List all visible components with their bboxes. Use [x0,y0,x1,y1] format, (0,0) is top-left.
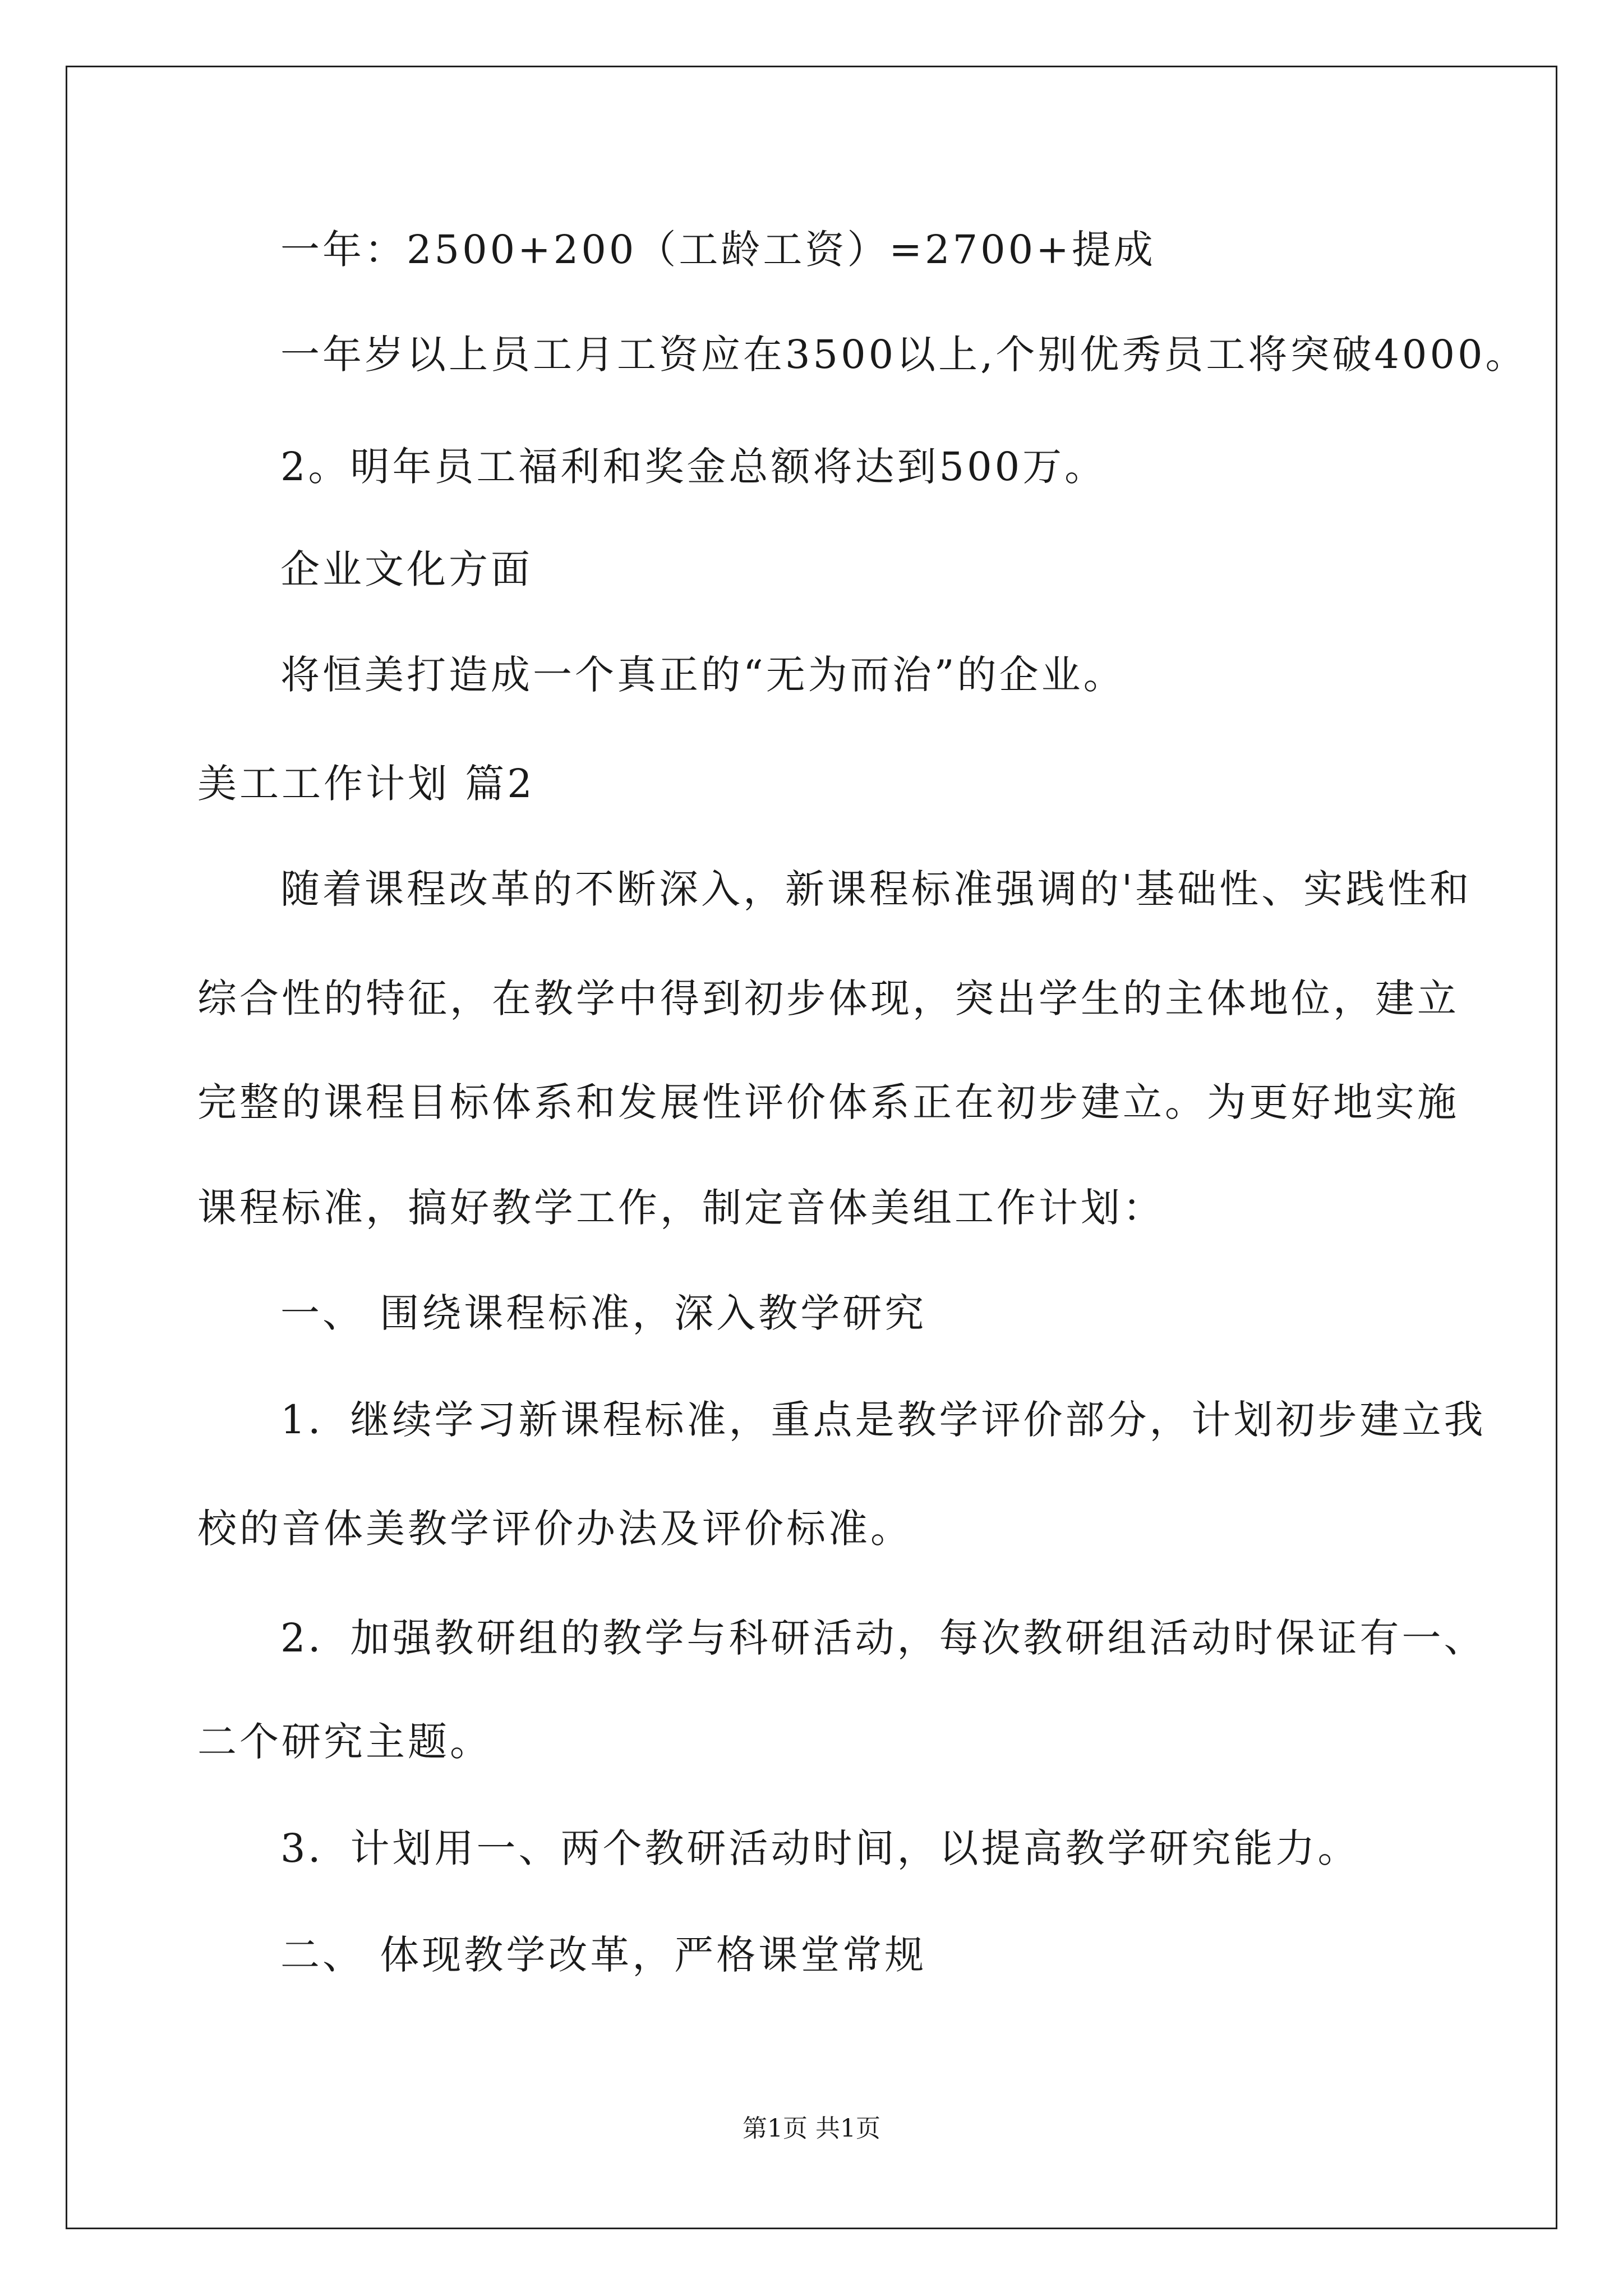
paragraph-line: 校的音体美教学评价办法及评价标准。 [197,1506,912,1552]
article-title: 美工工作计划 篇2 [197,761,535,807]
paragraph-line: 1．继续学习新课程标准，重点是教学评价部分，计划初步建立我 [280,1397,1486,1443]
paragraph-line: 一年：2500+200（工龄工资）=2700+提成 [280,227,1156,273]
paragraph-line: 二个研究主题。 [197,1719,492,1765]
section-heading: 一、 围绕课程标准，深入教学研究 [280,1290,927,1336]
paragraph-line: 完整的课程目标体系和发展性评价体系正在初步建立。为更好地实施 [197,1079,1459,1125]
paragraph-line: 将恒美打造成一个真正的“无为而治”的企业。 [280,652,1126,698]
paragraph-line: 随着课程改革的不断深入，新课程标准强调的'基础性、实践性和 [280,866,1472,912]
paragraph-line: 课程标准，搞好教学工作，制定音体美组工作计划： [197,1185,1165,1231]
paragraph-line: 2．加强教研组的教学与科研活动，每次教研组活动时保证有一、 [280,1615,1486,1661]
section-heading: 二、 体现教学改革，严格课堂常规 [280,1932,927,1978]
paragraph-line: 3．计划用一、两个教研活动时间，以提高教学研究能力。 [280,1825,1360,1871]
paragraph-line: 2。明年员工福利和奖金总额将达到500万。 [280,444,1107,490]
paragraph-line: 综合性的特征，在教学中得到初步体现，突出学生的主体地位，建立 [197,976,1459,1022]
page-number-footer: 第1页 共1页 [743,2114,880,2143]
section-heading: 企业文化方面 [280,546,533,592]
paragraph-line: 一年岁以上员工月工资应在3500以上,个别优秀员工将突破4000。 [280,332,1528,378]
